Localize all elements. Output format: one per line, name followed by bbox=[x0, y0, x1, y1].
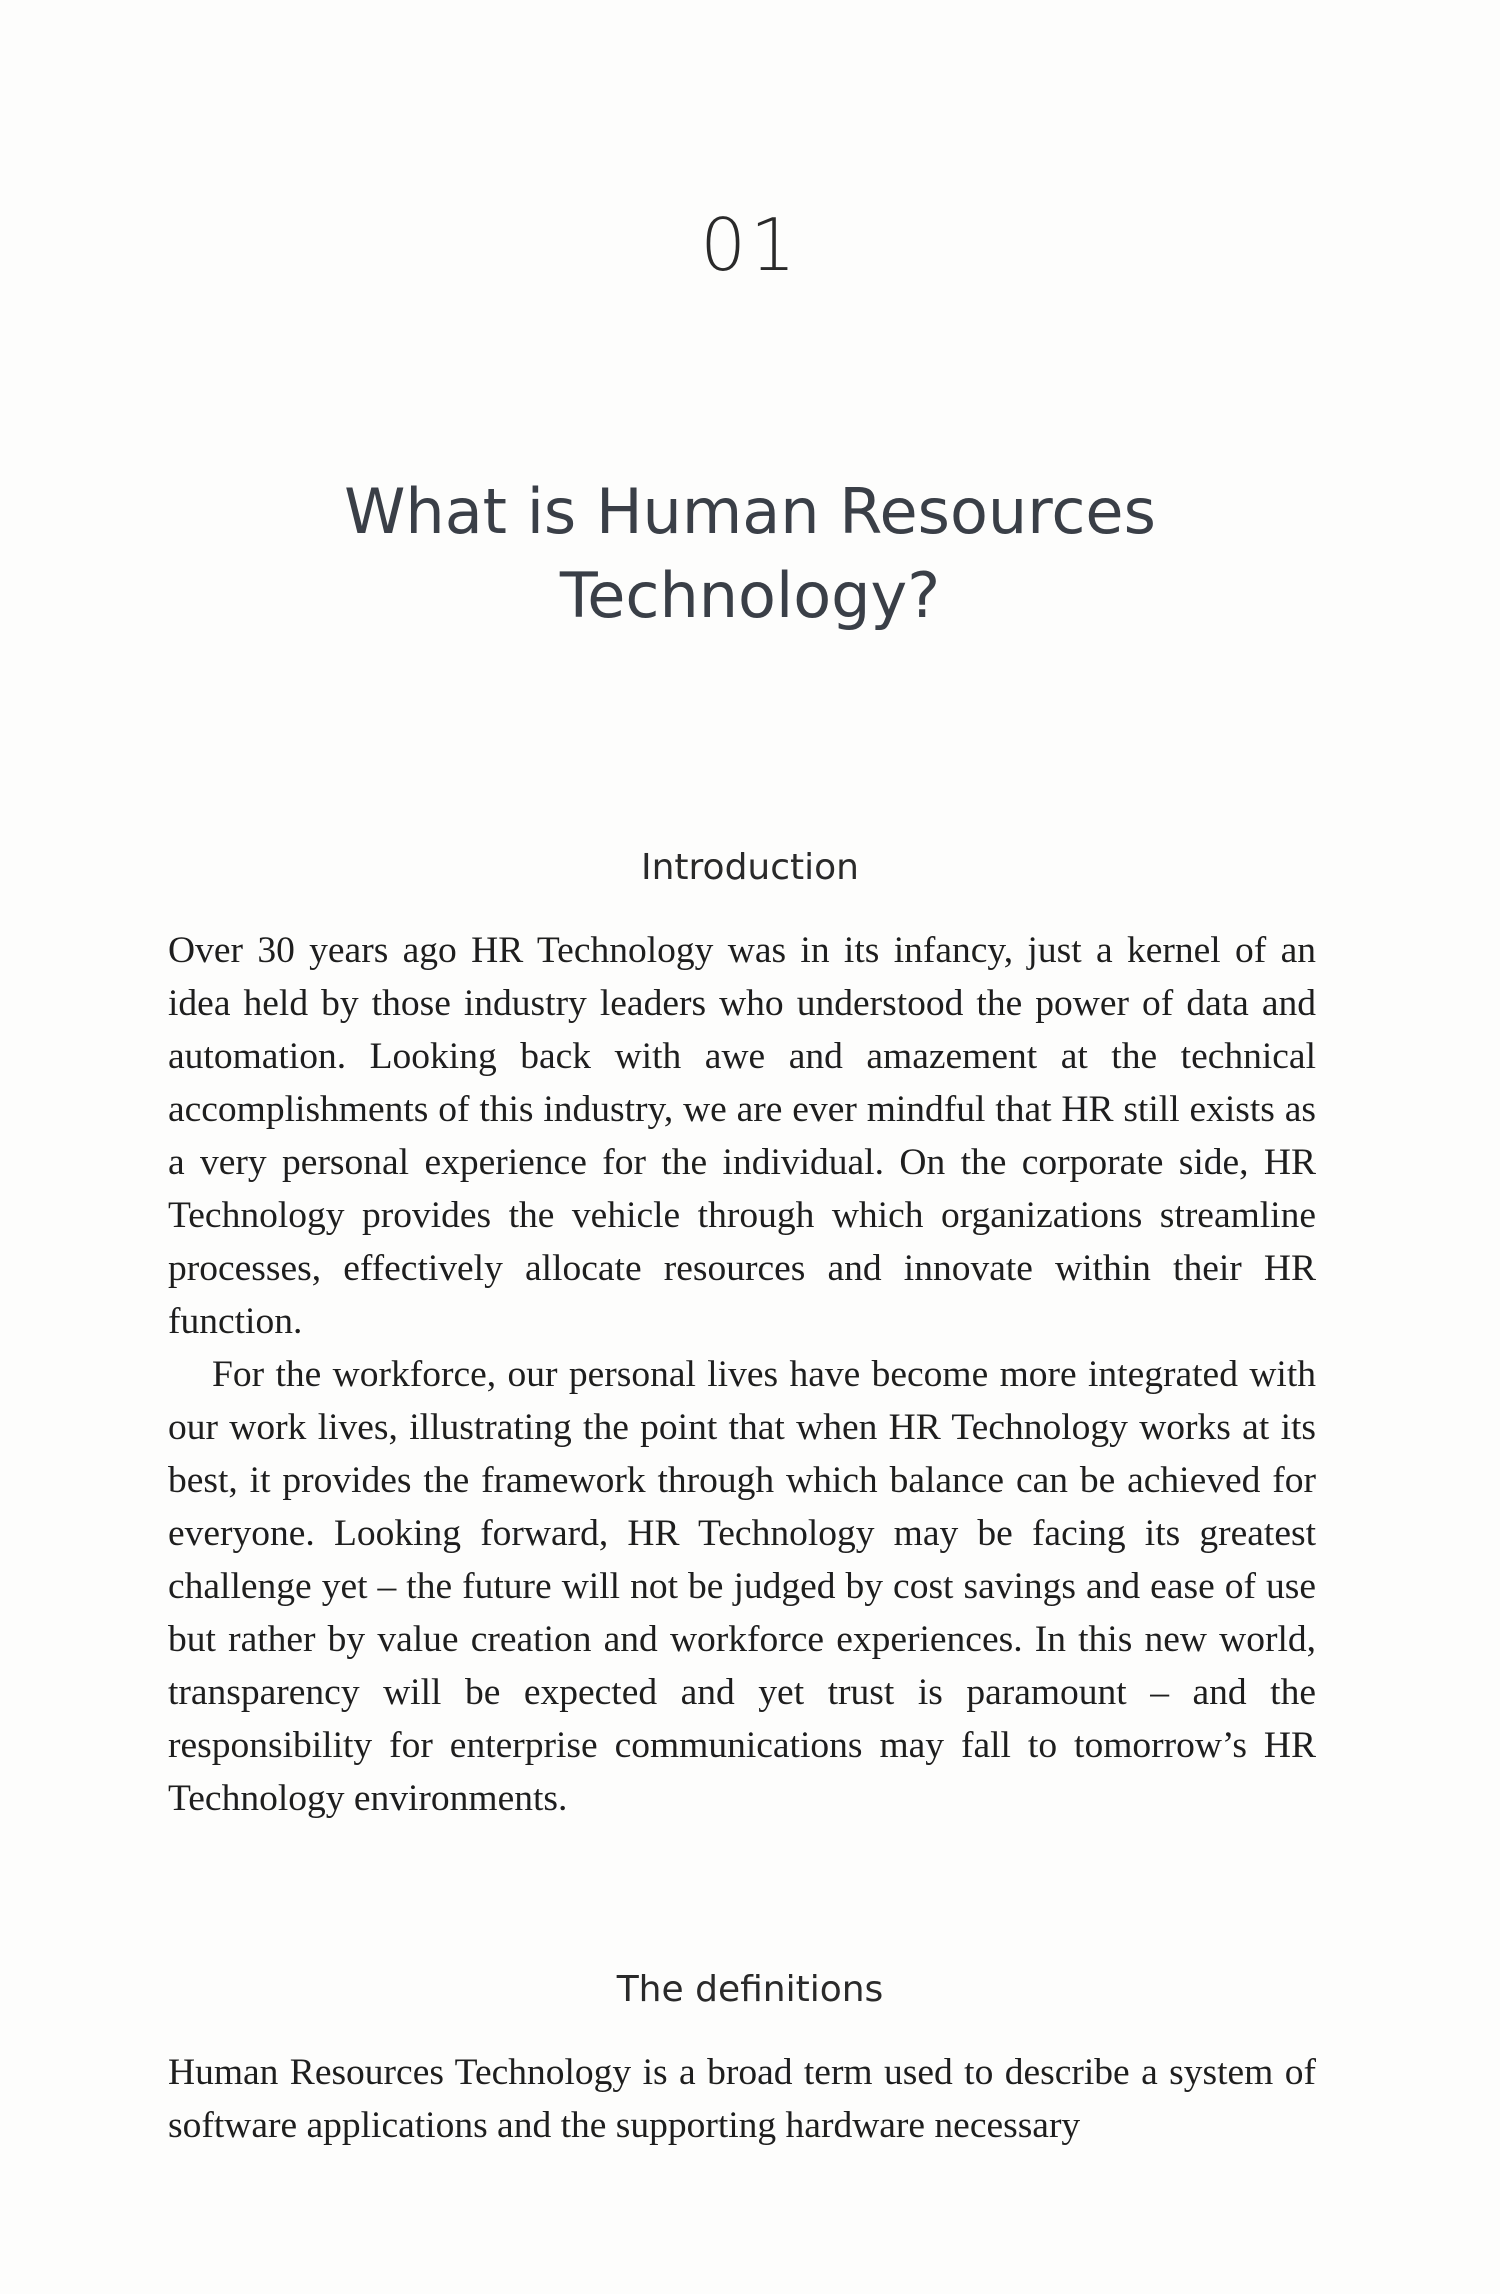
paragraph: Over 30 years ago HR Technology was in its infancy, just a kernel of an idea held by those industry leaders who understood the power of data and automation. Looking back with awe and amazement at the technical accomplishments of this industry, we are ever mindful that HR still exists as a very personal experience for the individual. On the corporate side, HR Technology provides the vehicle through which organizations streamline processes, effectively allocate resources and innovate within their HR function. bbox=[168, 930, 1316, 1342]
chapter-title bbox=[0, 470, 1500, 638]
paragraph: For the workforce, our personal lives have become more integrated with our work lives, illustrating the point that when HR Technology works at its best, it provides the framework through which balance can be achieved for everyone. Looking forward, HR Technology may be facing its greatest challenge yet – the future will not be judged by cost savings and ease of use but rather by value creation and workforce experiences. In this new world, transparency will be expected and yet trust is paramount – and the responsibility for enterprise communications may fall to tomorrow’s HR Technology environments. bbox=[168, 1354, 1316, 1819]
chapter-title-line-1: What is Human Resources bbox=[344, 475, 1156, 548]
chapter-title-line-2: Technology? bbox=[559, 559, 941, 632]
section-heading-introduction: Introduction bbox=[640, 847, 859, 888]
introduction-body bbox=[168, 924, 1316, 1825]
definitions-body bbox=[168, 2046, 1316, 2152]
section-heading-definitions: The definitions bbox=[616, 1969, 884, 2010]
paragraph: Human Resources Technology is a broad term used to describe a system of software applications and the supporting hardware necessary bbox=[168, 2052, 1316, 2146]
chapter-number: 01 bbox=[700, 203, 800, 287]
